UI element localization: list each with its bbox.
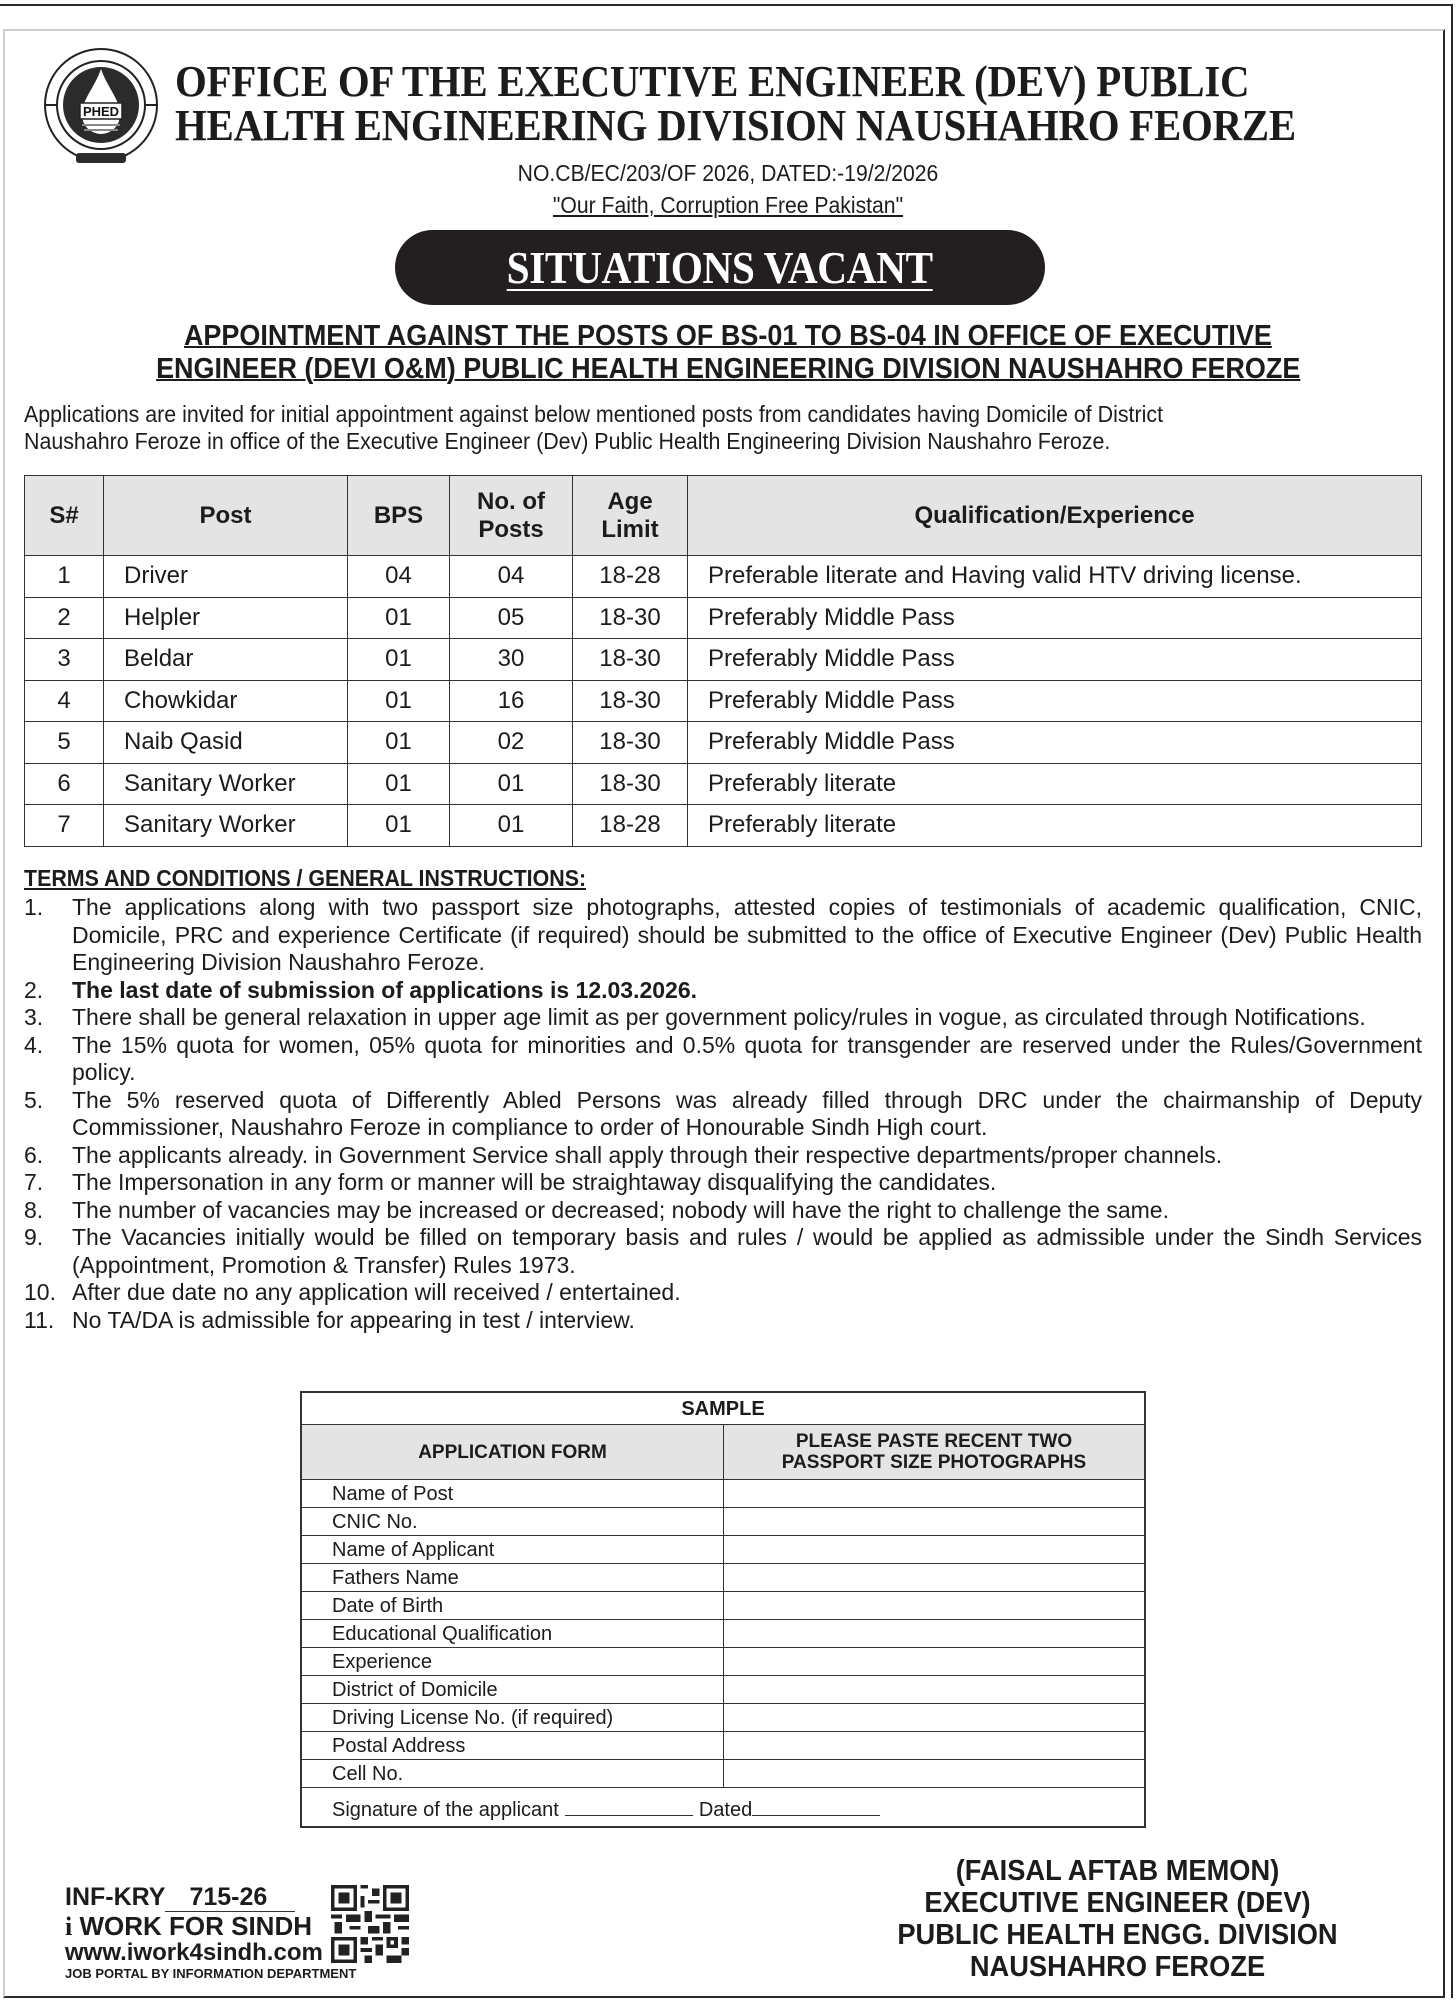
- terms-heading: TERMS AND CONDITIONS / GENERAL INSTRUCTIONS:: [24, 865, 587, 891]
- term-item: 10. After due date no any application will received / entertained.: [24, 1279, 681, 1305]
- signatory-designation: EXECUTIVE ENGINEER (DEV): [924, 1887, 1311, 1919]
- signatory-name: (FAISAL AFTAB MEMON): [955, 1855, 1280, 1887]
- form-field-value: [724, 1508, 1144, 1535]
- heading-line2: ENGINEER (DEVI O&M) PUBLIC HEALTH ENGINEERING DIVISION NAUSHAHRO FEROZE: [155, 353, 1301, 385]
- table-row: 7 Sanitary Worker 01 01 18-28 Preferably literate: [25, 805, 1422, 847]
- form-field-value: [724, 1592, 1144, 1619]
- appointment-heading: [0, 320, 1456, 386]
- photo-header: PLEASE PASTE RECENT TWO PASSPORT SIZE PHOTOGRAPHS: [781, 1431, 1087, 1473]
- office-title-line1: OFFICE OF THE EXECUTIVE ENGINEER (DEV) PUBLIC: [175, 57, 1250, 106]
- form-field-row: Driving License No. (if required): [302, 1704, 1144, 1732]
- form-field-row: CNIC No.: [302, 1508, 1144, 1536]
- form-field-value: [724, 1480, 1144, 1507]
- banner-label: SITUATIONS VACANT: [506, 242, 934, 293]
- signatory-block: [780, 1855, 1455, 1983]
- term-item: 6. The applicants already. in Government Service shall apply through their respective departments/proper channels.: [24, 1141, 1223, 1168]
- phed-logo-icon: [40, 45, 162, 167]
- table-row: 6 Sanitary Worker 01 01 18-30 Preferably literate: [25, 763, 1422, 805]
- outer-border: [1451, 4, 1453, 1998]
- reference-number: NO.CB/EC/203/OF 2026, DATED:-19/2/2026: [517, 160, 939, 186]
- term-item: 7. The Impersonation in any form or manner will be straightaway disqualifying the candidates.: [24, 1169, 997, 1195]
- col-qualification: Qualification/Experience: [688, 476, 1422, 556]
- top-rule: [0, 4, 1452, 6]
- signature-row: [302, 1788, 1144, 1826]
- posts-table: [24, 475, 1422, 847]
- sample-application-form: [300, 1391, 1146, 1828]
- table-row: 1 Driver 04 04 18-28 Preferable literate and Having valid HTV driving license.: [25, 556, 1422, 598]
- form-field-row: Postal Address: [302, 1732, 1144, 1760]
- form-field-value: [724, 1620, 1144, 1647]
- motto: "Our Faith, Corruption Free Pakistan": [552, 192, 904, 218]
- svg-text:PHED: PHED: [82, 104, 120, 119]
- form-field-row: Date of Birth: [302, 1592, 1144, 1620]
- dated-label: Dated: [698, 1799, 753, 1821]
- term-item: 5. The 5% reserved quota of Differently Abled Persons was already filled through DRC under the chairmanship of Deputy Commissioner, Naushahro Feroze in compliance to order of Honourable Sindh High court.: [24, 1086, 1422, 1140]
- office-title-line2: HEALTH ENGINEERING DIVISION NAUSHAHRO FEORZE: [175, 101, 1296, 150]
- situations-vacant-banner: [395, 230, 1045, 305]
- portal-tagline: JOB PORTAL BY INFORMATION DEPARTMENT: [65, 1966, 357, 1981]
- table-row: 4 Chowkidar 01 16 18-30 Preferably Middle Pass: [25, 680, 1422, 722]
- sample-form-header: [302, 1425, 1144, 1480]
- terms-list: [24, 894, 1422, 1334]
- form-field-row: Name of Post: [302, 1480, 1144, 1508]
- posts-table-header: [25, 476, 1422, 556]
- term-item: 1. The applications along with two passport size photographs, attested copies of testimonials of academic qualification, CNIC, Domicile, PRC and experience Certificate (if required) should be submitted to the office of Executive Engineer (Dev) Public Health Engineering Division Naushahro Feroze.: [24, 894, 1422, 975]
- form-field-value: [724, 1704, 1144, 1731]
- table-row: 3 Beldar 01 30 18-30 Preferably Middle Pass: [25, 639, 1422, 681]
- iwork-i-icon: i: [65, 1912, 73, 1941]
- intro-paragraph: Applications are invited for initial appointment against below mentioned posts from candidates having Domicile of District Naushahro Feroze in office of the Executive Engineer (Dev) Public Health Engineering Division Naushahro Feroze.: [24, 401, 1164, 454]
- form-field-row: Experience: [302, 1648, 1144, 1676]
- signatory-division: PUBLIC HEALTH ENGG. DIVISION: [897, 1919, 1338, 1951]
- qr-code-icon: [330, 1885, 410, 1963]
- col-bps: BPS: [348, 476, 450, 556]
- term-item-deadline: 2. The last date of submission of applications is 12.03.2026.: [24, 976, 698, 1003]
- form-field-row: Cell No.: [302, 1760, 1144, 1788]
- table-row: 5 Naib Qasid 01 02 18-30 Preferably Middle Pass: [25, 722, 1422, 764]
- form-field-value: [724, 1732, 1144, 1759]
- term-item: 3. There shall be general relaxation in upper age limit as per government policy/rules in vogue, as circulated through Notifications.: [24, 1004, 1366, 1030]
- form-field-value: [724, 1676, 1144, 1703]
- signature-blank: [565, 1815, 693, 1816]
- iwork-url: www.iwork4sindh.com: [65, 1939, 323, 1966]
- term-item: 11. No TA/DA is admissible for appearing in test / interview.: [24, 1306, 635, 1333]
- col-count: No. of Posts: [450, 476, 573, 556]
- term-item: 9. The Vacancies initially would be filled on temporary basis and rules / would be applied as admissible under the Sindh Services (Appointment, Promotion & Transfer) Rules 1973.: [24, 1224, 1422, 1278]
- form-field-value: [724, 1760, 1144, 1787]
- signatory-location: NAUSHAHRO FEROZE: [969, 1951, 1266, 1983]
- dated-blank: [752, 1815, 880, 1816]
- term-item: 8. The number of vacancies may be increased or decreased; nobody will have the right to challenge the same.: [24, 1196, 1169, 1223]
- office-title: [175, 57, 1338, 150]
- col-age: Age Limit: [573, 476, 688, 556]
- term-item: 4. The 15% quota for women, 05% quota for minorities and 0.5% quota for transgender are reserved under the Rules/Government policy.: [24, 1031, 1422, 1085]
- col-sno: S#: [25, 476, 104, 556]
- iwork-brand: i WORK FOR SINDH: [65, 1911, 313, 1941]
- inf-code: INF-KRY 715-26: [65, 1883, 415, 1912]
- signature-label: Signature of the applicant: [332, 1799, 559, 1821]
- form-field-value: [724, 1564, 1144, 1591]
- form-field-row: District of Domicile: [302, 1676, 1144, 1704]
- form-field-value: [724, 1648, 1144, 1675]
- form-field-row: Fathers Name: [302, 1564, 1144, 1592]
- sample-title: SAMPLE: [302, 1393, 1144, 1425]
- form-field-value: [724, 1536, 1144, 1563]
- table-row: 2 Helpler 01 05 18-30 Preferably Middle Pass: [25, 597, 1422, 639]
- heading-line1: APPOINTMENT AGAINST THE POSTS OF BS-01 TO BS-04 IN OFFICE OF EXECUTIVE: [184, 320, 1272, 352]
- col-post: Post: [104, 476, 348, 556]
- application-form-header: APPLICATION FORM: [302, 1425, 724, 1479]
- form-field-row: Educational Qualification: [302, 1620, 1144, 1648]
- form-field-row: Name of Applicant: [302, 1536, 1144, 1564]
